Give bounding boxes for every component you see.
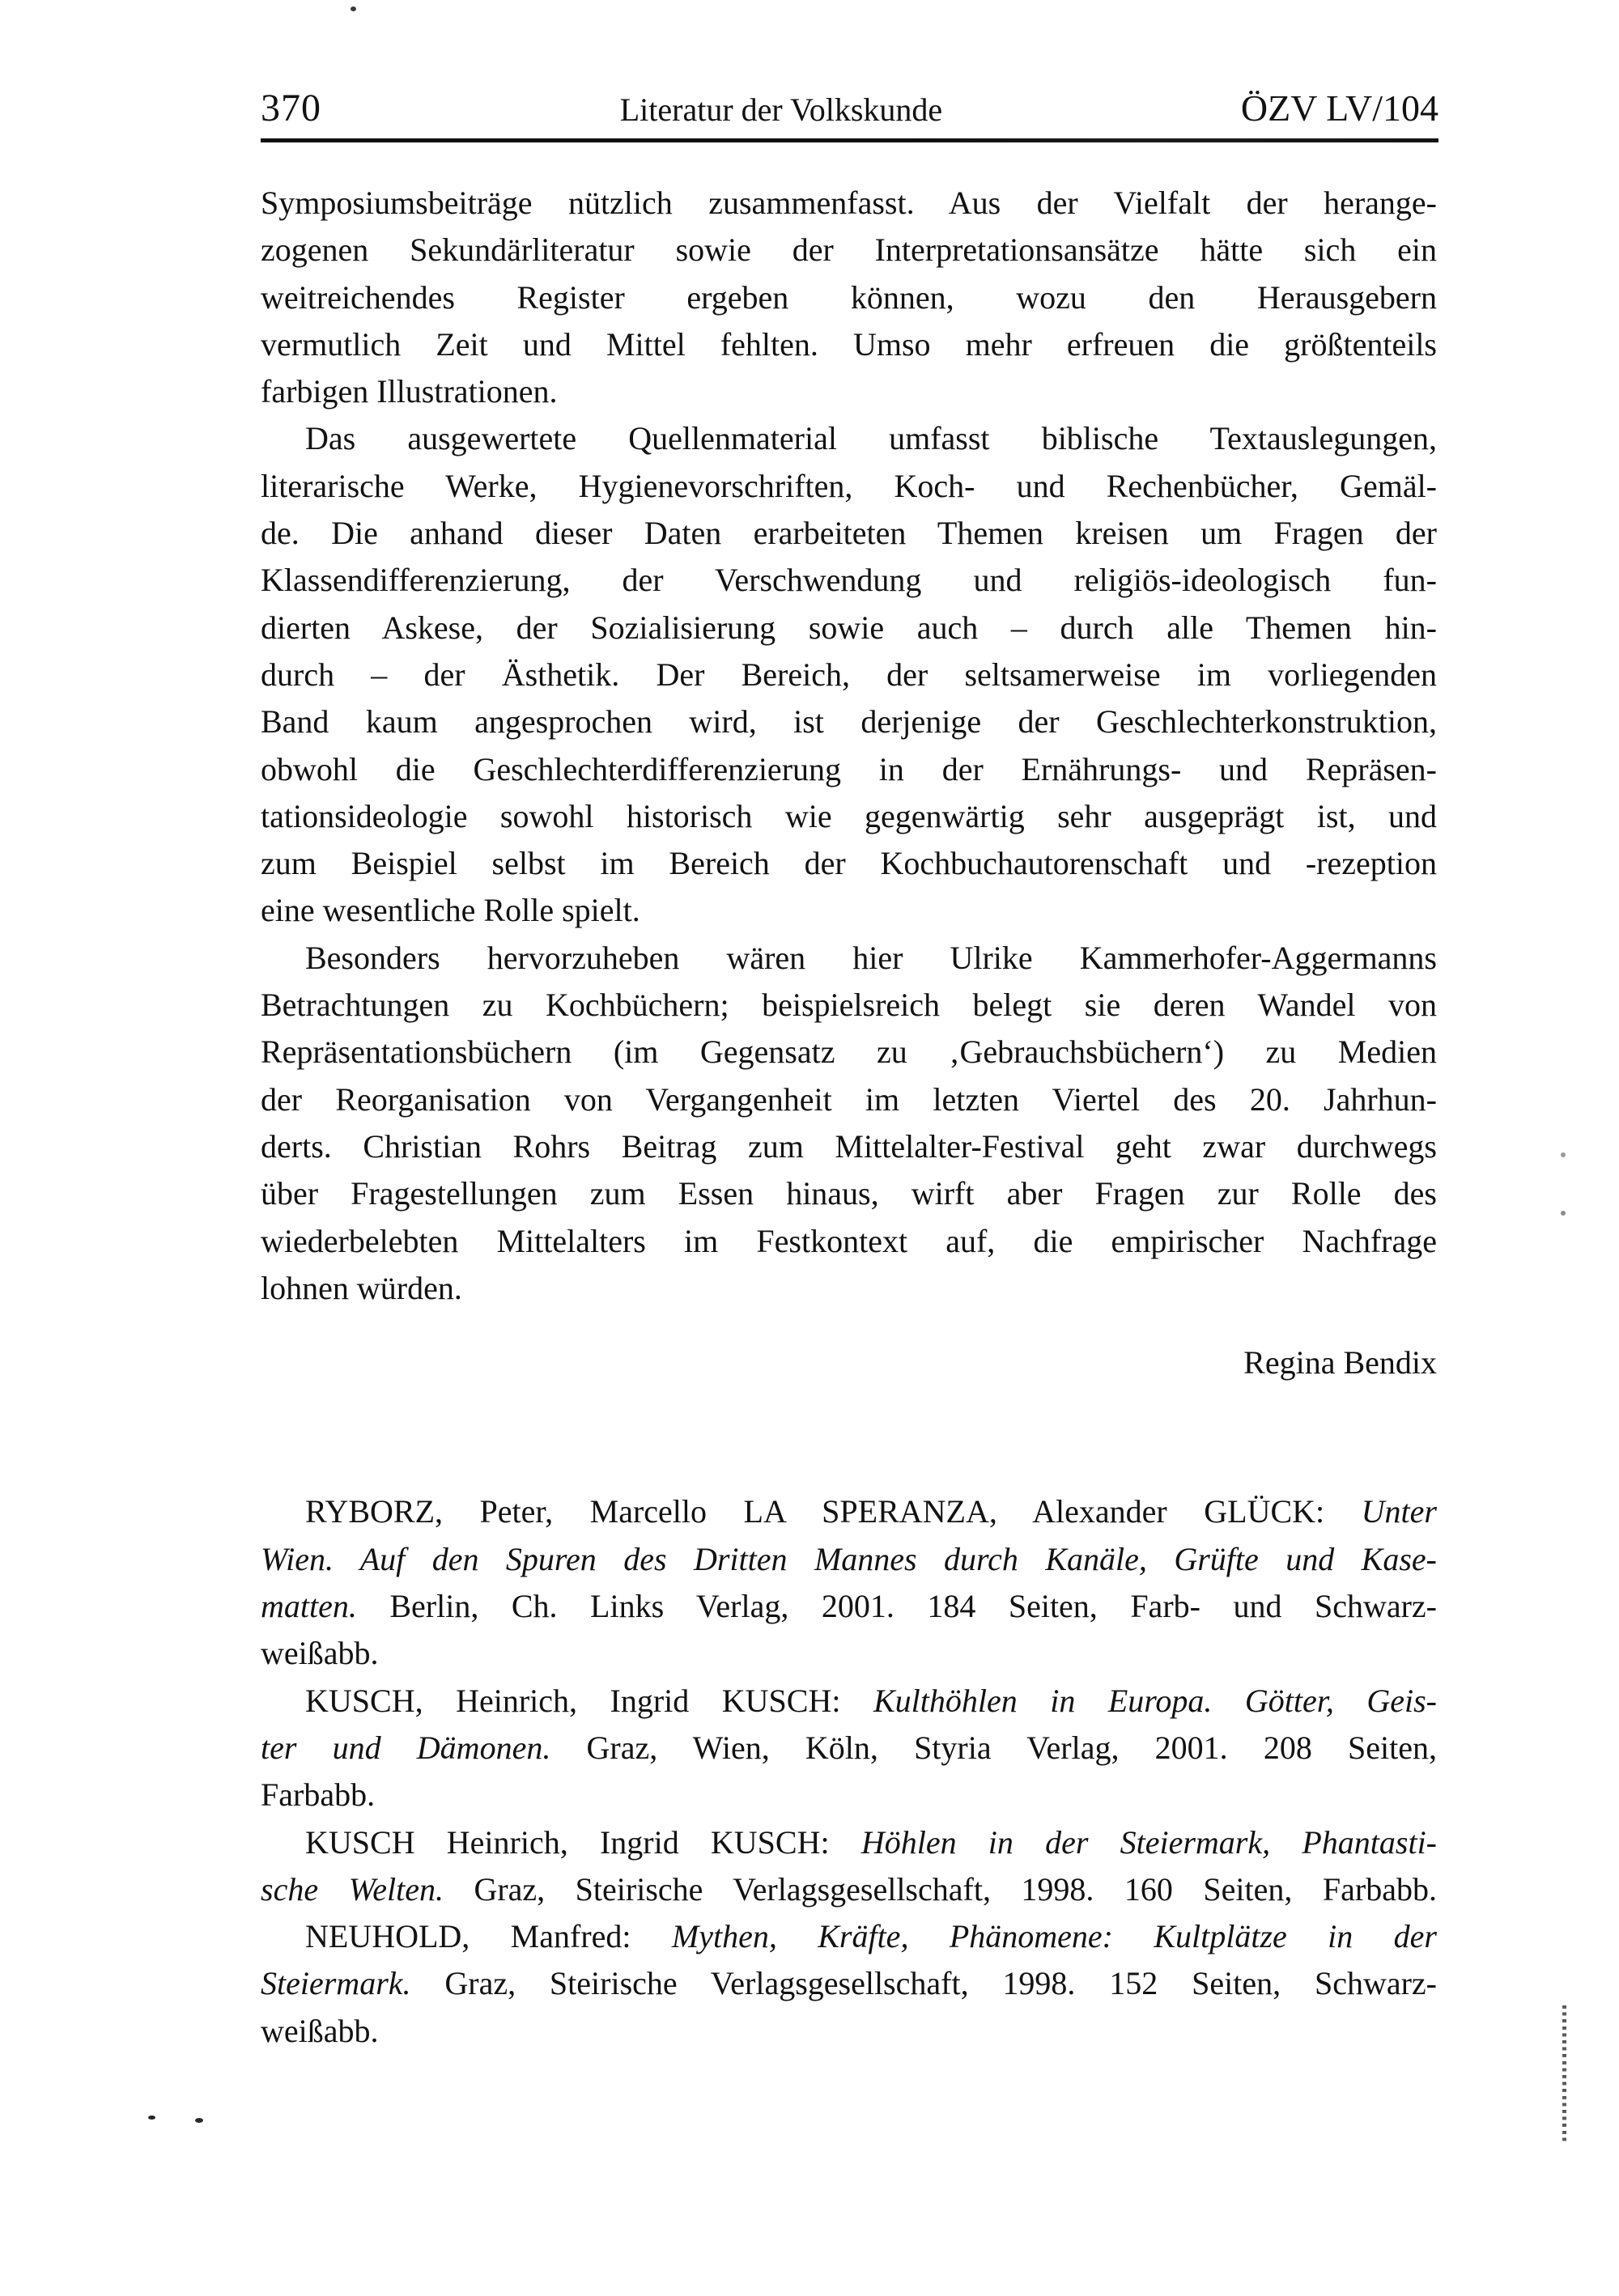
text-line [261,605,1437,651]
text-segment: Farbabb. [261,1776,376,1814]
text-line [261,368,1437,415]
text-line [261,1218,1437,1265]
text-line [261,227,1437,274]
page-header [261,86,1438,130]
text-line-content [261,231,1437,268]
text-line-content [261,1776,375,1813]
scan-speck [1561,1211,1566,1216]
book-title-italic-segment: Höhlen in der Steiermark, Phantasti- [860,1823,1437,1861]
text-segment: dierten Askese, der Sozialisierung sowie auch – durch alle Themen hin- [261,609,1437,646]
text-segment: obwohl die Geschlechterdifferenzierung in der Ernährungs- und Repräsen- [261,750,1437,787]
text-segment: de. Die anhand dieser Daten erarbeiteten Themen kreisen um Fragen der [261,515,1437,552]
text-segment: tationsideologie sowohl historisch wie gegenwärtig sehr ausgeprägt ist, und [261,797,1437,834]
scan-speck [351,6,356,11]
text-line [261,887,1437,934]
text-line-content [305,940,1437,976]
text-line [261,1725,1437,1772]
text-line-content [261,1635,379,1671]
text-segment: weißabb. [261,2012,379,2049]
text-line-content [261,609,1437,646]
text-segment: zum Beispiel selbst im Bereich der Kochbuchautorenschaft und -rezeption [261,845,1437,882]
text-line [261,510,1437,557]
book-title-italic-segment: Steiermark. [261,1965,411,2002]
body-text-column [261,180,1437,2055]
text-line-content [261,1175,1437,1212]
scan-speck [148,2116,155,2120]
text-line [261,415,1437,462]
text-line-content [261,1541,1437,1577]
text-line [261,746,1437,793]
text-line-content [261,1081,1437,1118]
book-title-italic-segment: Mythen, Kräfte, Phänomene: Kultplätze in der [671,1918,1437,1955]
text-line [261,935,1437,982]
text-line-content [261,656,1437,693]
text-segment: der Reorganisation von Vergangenheit im letzten Viertel des 20. Jahrhun- [261,1080,1437,1118]
text-segment: vermutlich Zeit und Mittel fehlten. Umso mehr erfreuen die größtenteils [261,325,1437,363]
text-segment: Betrachtungen zu Kochbüchern; beispielsreich belegt sie deren Wandel von [261,987,1437,1024]
text-line-content [261,185,1437,221]
text-line-content [261,1128,1437,1165]
text-line [261,1265,1437,1312]
text-segment: Klassendifferenzierung, der Verschwendung und religiös-ideologisch fun- [261,562,1437,599]
text-line-content [261,1965,1437,2001]
text-line [261,1170,1437,1217]
text-line-content [261,892,640,928]
header-rule [261,138,1438,142]
page-number: 370 [261,87,321,129]
text-line-content [305,1683,1437,1719]
text-line-content [305,1824,1437,1861]
text-line-content [261,373,558,410]
text-segment: über Fragestellungen zum Essen hinaus, wirft aber Fragen zur Rolle des [261,1175,1437,1212]
text-line-content [261,1729,1437,1766]
text-line-content [261,515,1437,551]
text-line-content [261,1270,462,1306]
text-line [261,982,1437,1029]
text-line-content [261,1588,1437,1624]
book-title-italic-segment: Unter [1361,1493,1437,1530]
text-line [261,1583,1437,1630]
text-segment: farbigen Illustrationen. [261,373,558,410]
text-line-content [261,845,1437,881]
text-segment: NEUHOLD, Manfred: [305,1918,672,1955]
text-line-content [1243,1344,1437,1381]
text-line-content [261,279,1437,316]
text-line [261,1772,1437,1819]
text-segment: KUSCH Heinrich, Ingrid KUSCH: [305,1823,861,1861]
text-line [261,1678,1437,1725]
book-title-italic-segment: Kulthöhlen in Europa. Götter, Geis- [873,1682,1437,1719]
text-segment: zogenen Sekundärliteratur sowie der Interpretationsansätze hätte sich ein [261,231,1437,269]
text-segment: Berlin, Ch. Links Verlag, 2001. 184 Seiten, Farb- und Schwarz- [356,1588,1437,1625]
text-line [261,1819,1437,1866]
text-line [261,274,1437,321]
text-line [261,1960,1437,2007]
text-segment: weißabb. [261,1635,379,1672]
text-segment: Das ausgewertete Quellenmaterial umfasst biblische Textauslegungen, [305,420,1437,457]
scan-dotted-line [1562,2005,1566,2145]
text-line [261,180,1437,227]
text-line [261,1488,1437,1535]
text-segment: derts. Christian Rohrs Beitrag zum Mittelalter-Festival geht zwar durchwegs [261,1127,1437,1165]
text-line [261,463,1437,510]
text-line [261,651,1437,698]
text-segment: lohnen würden. [261,1269,462,1306]
text-segment: RYBORZ, Peter, Marcello LA SPERANZA, Alexander GLÜCK: [305,1493,1362,1530]
text-line [261,1913,1437,1960]
text-line [261,840,1437,887]
text-segment: literarische Werke, Hygienevorschriften, Koch- und Rechenbücher, Gemäl- [261,467,1437,504]
text-line [261,1029,1437,1076]
text-segment: durch – der Ästhetik. Der Bereich, der seltsamerweise im vorliegenden [261,656,1437,693]
text-segment: Besonders hervorzuheben wären hier Ulrike Kammerhofer-Aggermanns [305,939,1437,976]
text-segment: Regina Bendix [1243,1344,1437,1381]
text-line-content [261,798,1437,834]
text-segment: eine wesentliche Rolle spielt. [261,892,640,929]
text-line-content [305,420,1437,456]
text-segment: Repräsentationsbüchern (im Gegensatz zu ‚Gebrauchsbüchern‘) zu Medien [261,1033,1437,1071]
text-segment: Graz, Wien, Köln, Styria Verlag, 2001. 208 Seiten, [550,1729,1437,1766]
text-line-content [305,1493,1437,1530]
text-segment: KUSCH, Heinrich, Ingrid KUSCH: [305,1682,873,1719]
text-segment: Graz, Steirische Verlagsgesellschaft, 1998. 152 Seiten, Schwarz- [410,1965,1437,2002]
text-line-content [261,326,1437,363]
book-title-italic-segment: ter und Dämonen. [261,1729,551,1766]
text-line-content [261,751,1437,787]
text-line-content [261,468,1437,504]
reviewer-signature [261,1339,1437,1386]
journal-volume-ref: ÖZV LV/104 [1240,87,1438,129]
text-line [261,698,1437,745]
book-title-italic-segment: Wien. Auf den Spuren des Dritten Mannes durch Kanäle, Grüfte und Kase- [261,1540,1437,1577]
text-line-content [261,2013,379,2049]
book-title-italic-segment: matten. [261,1588,357,1625]
text-line [261,1076,1437,1123]
text-segment: wiederbelebten Mittelalters im Festkontext auf, die empirischer Nachfrage [261,1222,1437,1259]
text-line [261,321,1437,368]
text-line-content [261,1223,1437,1259]
scan-speck [195,2118,203,2123]
text-segment: Symposiumsbeiträge nützlich zusammenfasst. Aus der Vielfalt der herange- [261,185,1437,221]
text-segment: weitreichendes Register ergeben können, wozu den Herausgebern [261,278,1437,316]
text-segment: Band kaum angesprochen wird, ist derjenige der Geschlechterkonstruktion, [261,703,1437,741]
running-head-section-title: Literatur der Volkskunde [619,91,943,128]
text-line-content [305,1918,1437,1954]
text-line [261,557,1437,604]
text-line-content [261,703,1437,740]
text-line [261,793,1437,840]
text-line-content [261,562,1437,598]
text-line-content [261,987,1437,1023]
text-line-content [261,1033,1437,1070]
text-line-content [261,1871,1437,1908]
text-line [261,1123,1437,1170]
book-title-italic-segment: sche Welten. [261,1870,444,1908]
text-line [261,2008,1437,2055]
text-line [261,1866,1437,1913]
text-line [261,1536,1437,1583]
text-segment: Graz, Steirische Verlagsgesellschaft, 1998. 160 Seiten, Farbabb. [443,1870,1437,1908]
text-line [261,1630,1437,1677]
scan-speck [1561,1152,1566,1157]
